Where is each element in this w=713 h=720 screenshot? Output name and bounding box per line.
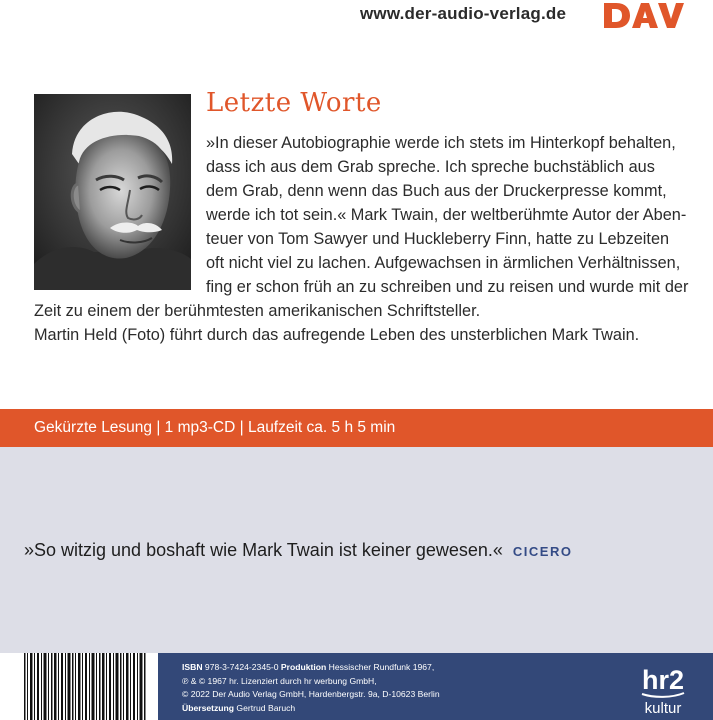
header [0,0,713,58]
description-line: oft nicht viel zu lachen. Aufgewachsen in ärmlichen Verhältnissen, [206,254,681,272]
description-line: teuer von Tom Sawyer und Huckleberry Finn, hatte zu Lebzeiten [206,230,670,248]
hr2-logo-top: hr2 [641,665,685,695]
description-line: dem Grab, denn wenn das Buch aus der Druckerpresse kommt, [206,182,667,200]
description-line: dass ich aus dem Grab spreche. Ich spreche buchstäblich aus [206,158,655,176]
review-quote-text: »So witzig und boshaft wie Mark Twain ist keiner gewesen.« [24,540,503,560]
publisher-address-line: © 2022 Der Audio Verlag GmbH, Hardenbergstr. 9a, D-10623 Berlin [182,689,440,700]
isbn-value: 978-3-7424-2345-0 [202,662,281,672]
produktion-value: Hessischer Rundfunk 1967, [326,662,435,672]
uebersetzung-value: Gertrud Baruch [234,702,296,713]
publisher-url[interactable]: www.der-audio-verlag.de [360,4,567,23]
book-description [34,131,694,347]
product-info-bar [0,409,713,447]
uebersetzung-label: Übersetzung [182,702,235,713]
description-line: werde ich tot sein.« Mark Twain, der weltberühmte Autor der Aben- [206,206,687,224]
description-line: »In dieser Autobiographie werde ich stets im Hinterkopf behalten, [206,134,676,152]
credits-panel [158,653,713,720]
review-source: CICERO [512,544,573,559]
isbn-label: ISBN [182,662,203,672]
product-info-text: Gekürzte Lesung | 1 mp3-CD | Laufzeit ca. 5 h 5 min [34,419,396,436]
review-quote [24,540,572,561]
barcode [24,653,148,720]
description-line: Zeit zu einem der berühmtesten amerikanischen Schriftsteller. [34,302,481,320]
hr2-kultur-logo [634,659,692,717]
hr2-logo-bottom: kultur [644,700,682,717]
produktion-label: Produktion [280,662,327,672]
credits-text [182,661,440,715]
license-line: ℗ & © 1967 hr. Lizenziert durch hr werbung GmbH, [182,675,377,686]
translation-line [182,702,440,716]
description-line: fing er schon früh an zu schreiben und zu reisen und wurde mit der [206,278,689,296]
dav-logo [602,0,684,30]
isbn-line [182,661,440,675]
book-title: Letzte Worte [206,88,382,118]
description-line: Martin Held (Foto) führt durch das aufregende Leben des unsterblichen Mark Twain. [34,326,640,344]
